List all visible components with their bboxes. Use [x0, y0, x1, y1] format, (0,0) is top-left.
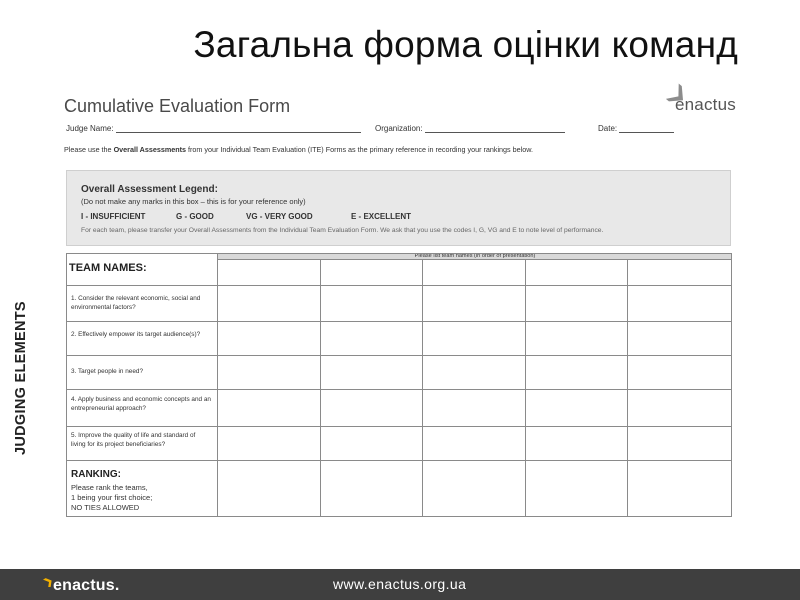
judge-name-label: Judge Name: — [66, 124, 114, 133]
assessment-legend — [66, 170, 731, 246]
table-frame — [66, 253, 732, 517]
ranking-line: NO TIES ALLOWED — [71, 503, 140, 512]
ranking-line: Please rank the teams, — [71, 483, 148, 492]
legend-code: G - GOOD — [176, 212, 214, 221]
legend-code: I - INSUFFICIENT — [81, 212, 146, 221]
date-field — [598, 124, 674, 133]
judge-name-field — [66, 124, 361, 133]
enactus-logo — [660, 82, 740, 118]
legend-note: (Do not make any marks in this box – this is for your reference only) — [81, 197, 306, 206]
form-instruction — [64, 145, 704, 154]
criterion-5: 5. Improve the quality of life and standard of living for its project beneficiaries? — [71, 432, 196, 448]
organization-label: Organization: — [375, 124, 423, 133]
legend-instruction: For each team, please transfer your Overall Assessments from the Individual Team Evaluation Form. We ask that you use the codes I, G, VG and E to note level of performance. — [81, 227, 604, 234]
please-list-header: Please list team names (in order of presentation) — [218, 253, 732, 260]
criterion-4: 4. Apply business and economic concepts and an entrepreneurial approach? — [71, 396, 211, 412]
legend-code: VG - VERY GOOD — [246, 212, 313, 221]
instruction-text-end: from your Individual Team Evaluation (ITE) Forms as the primary reference in recording your rankings below. — [186, 145, 534, 154]
organization-field — [375, 124, 565, 133]
instruction-bold: Overall Assessments — [113, 145, 187, 154]
footer-url[interactable]: www.enactus.org.ua — [333, 576, 467, 592]
footer-logo — [42, 577, 142, 597]
organization-line — [425, 124, 565, 133]
date-line — [619, 124, 674, 133]
judging-elements-label: JUDGING ELEMENTS — [13, 301, 29, 455]
instruction-text-start: Please use the — [64, 145, 114, 154]
criterion-3: 3. Target people in need? — [71, 368, 144, 375]
brand-text: enactus — [675, 95, 736, 114]
ranking-title: RANKING: — [71, 469, 121, 480]
criterion-2: 2. Effectively empower its target audience(s)? — [71, 331, 201, 338]
evaluation-table — [66, 253, 732, 517]
form-title: Cumulative Evaluation Form — [64, 96, 291, 116]
legend-code: E - EXCELLENT — [351, 212, 412, 221]
legend-title: Overall Assessment Legend: — [81, 184, 218, 195]
footer-bar — [0, 569, 800, 600]
team-names-label: TEAM NAMES: — [69, 262, 147, 274]
slide-title: Загальна форма оцінки команд — [193, 24, 738, 65]
date-label: Date: — [598, 124, 618, 133]
criterion-1: 1. Consider the relevant economic, social and environmental factors? — [71, 295, 201, 311]
footer-brand-text: enactus. — [53, 577, 120, 594]
judge-name-line — [116, 124, 361, 133]
ranking-line: 1 being your first choice; — [71, 493, 153, 502]
